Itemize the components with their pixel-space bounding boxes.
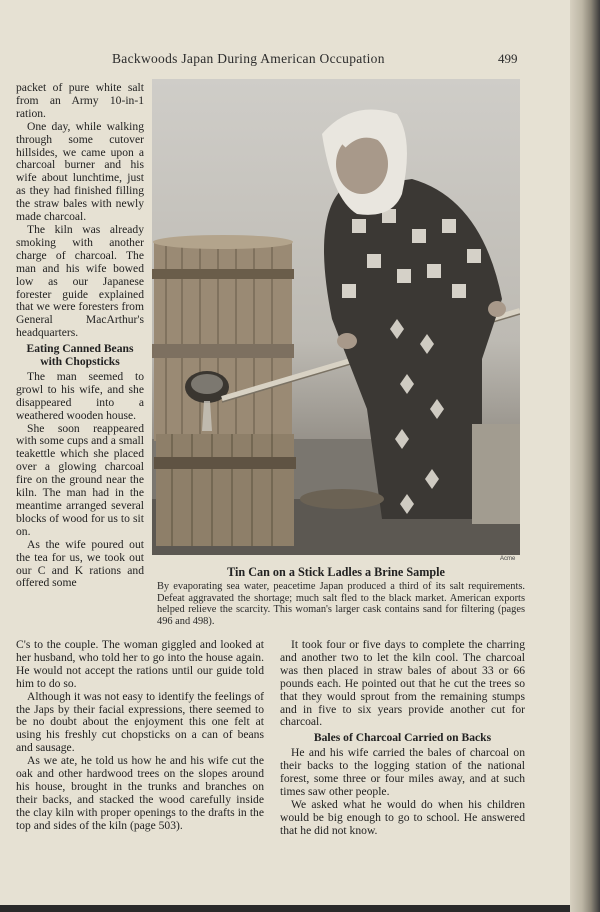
section-heading: Eating Canned Beans with Chopsticks (26, 342, 134, 369)
book-spine-edge (570, 0, 600, 912)
paragraph: We asked what he would do when his children would be big enough to go to school. He answered that he did not know. (280, 797, 525, 837)
paragraph: packet of pure white salt from an Army 10-in-1 ration. (16, 81, 144, 120)
paragraph: She soon reappeared with some cups and a small teakettle which she placed over a glowing charcoal fire on the ground near the kiln. The man had in the meantime arranged several blocks of wood for us to sit on. (16, 421, 144, 538)
bottom-right-text-column (280, 639, 525, 838)
running-header-title: Backwoods Japan During American Occupation (112, 51, 385, 66)
paragraph: C's to the couple. The woman giggled and looked at her husband, who told her to go into the house again. He would not accept the rations until our guide told him to do so. (16, 638, 264, 690)
paragraph: The kiln was already smoking with another charge of charcoal. The man and his wife bowed low as our Japanese forester guide explained that we were foresters from General MacArthur's headquarters. (16, 222, 144, 340)
left-text-column (16, 82, 144, 590)
photo-caption-title: Tin Can on a Stick Ladles a Brine Sample (227, 565, 445, 579)
paragraph: It took four or five days to complete the charring and another two to let the kiln cool. The charcoal was then placed in straw bales of about 33 or 66 pounds each. He pointed out that he cut the trees so that they would sprout from the remaining stumps and in five to six years provide another cut for charcoal. (280, 638, 525, 729)
paragraph: The man seemed to growl to his wife, and she disappeared into a weathered wooden house. (16, 369, 144, 422)
photo-credit: Acme (500, 556, 516, 562)
paragraph: As we ate, he told us how he and his wife cut the oak and other hardwood trees on the slopes around his house, brought in the trunks and branches on their backs, and stacked the wood carefully inside the clay kiln with proper openings to the drafts in the top and sides of the kiln (page 503). (16, 754, 264, 832)
paragraph: One day, while walking through some cutover hillsides, we came upon a charcoal burner and his wife about lunchtime, just as they had finished filling the straw bales with newly made charcoal. (16, 119, 144, 224)
paragraph: He and his wife carried the bales of charcoal on their backs to the logging station of the national forest, some three or four miles away, and at such times saw other people. (280, 746, 525, 798)
paragraph: Although it was not easy to identify the feelings of the Japs by their facial expressions, there seemed to be no doubt about the enjoyment this one felt at using his freshly cut chopsticks on a can of beans and sausage. (16, 689, 264, 755)
section-heading: Bales of Charcoal Carried on Backs (313, 731, 492, 745)
bottom-left-text-column (16, 639, 264, 833)
page-number: 499 (498, 51, 518, 66)
photo-illustration (152, 79, 520, 555)
photo-caption-text: By evaporating sea water, peacetime Japan produced a third of its salt requirements. Defeat aggravated the shortage; much salt fled to the black market. American exports helped relieve the scarcity. This woman's larger cask contains sand for filtering (pages 496 and 498). (157, 581, 525, 627)
paragraph: As the wife poured out the tea for us, we took out our C and K rations and offered some (16, 537, 144, 590)
photo-woman-ladling-brine (152, 79, 520, 555)
